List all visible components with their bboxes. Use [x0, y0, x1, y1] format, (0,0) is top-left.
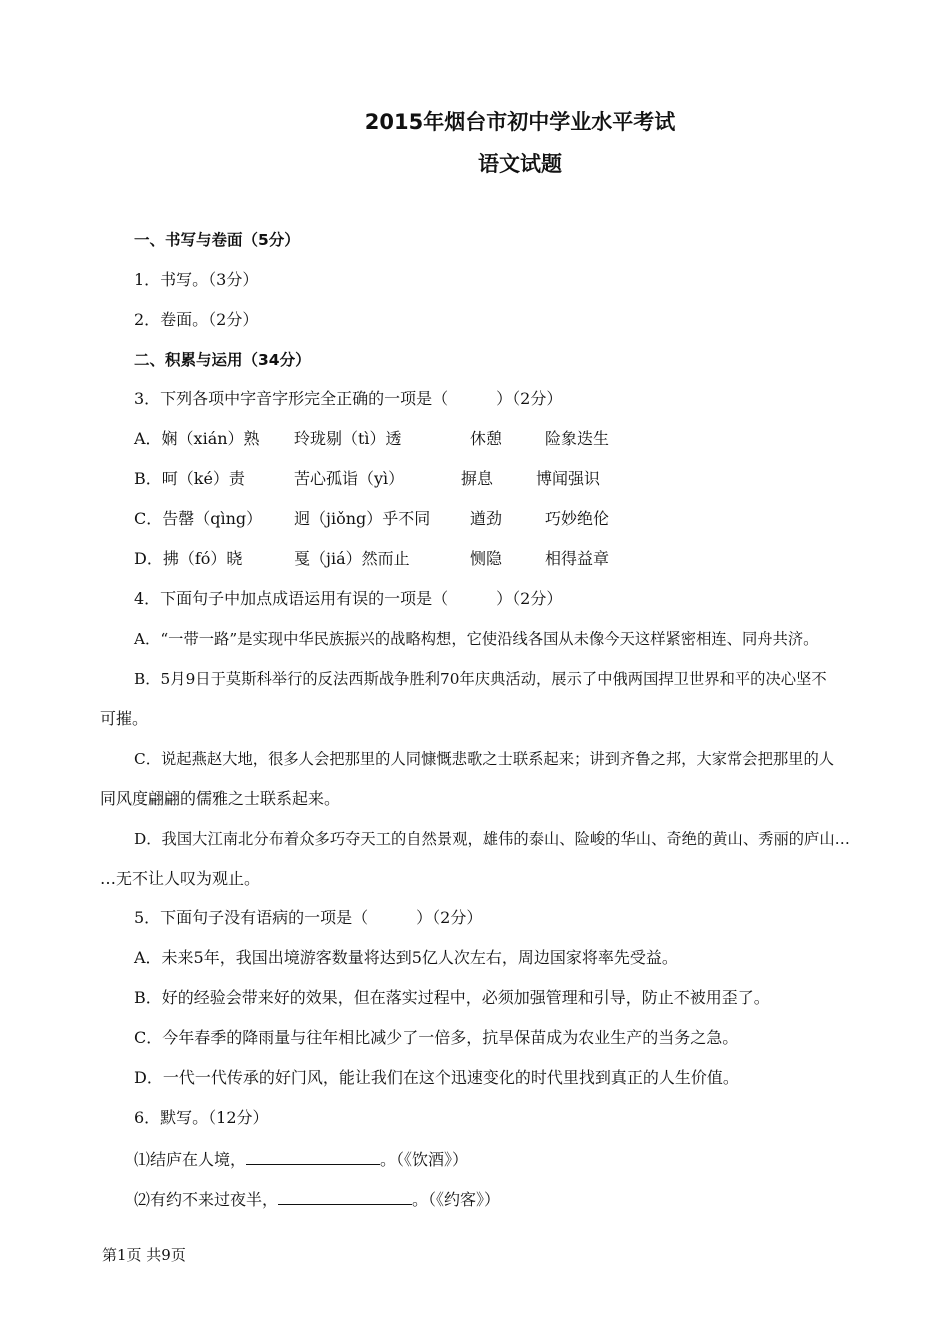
option-cell: 苦心孤诣（yì） [294, 469, 405, 488]
option-cell: 相得益章 [545, 549, 610, 568]
option-cell: 玲珑剔（tì）透 [294, 429, 402, 448]
item-text: ⑵有约不来过夜半， [134, 1190, 279, 1209]
page-number: 第1页 共9页 [102, 1246, 186, 1264]
item-text: ⑴结庐在人境， [134, 1150, 247, 1169]
option-cell: 摒息 [461, 469, 494, 488]
section-1-heading: 一、书写与卷面（5分） [134, 231, 300, 249]
option-cell: D．拂（fó）晓 [134, 549, 243, 568]
question-4-option-d: D．我国大江南北分布着众多巧夺天工的自然景观，雄伟的泰山、险峻的华山、奇绝的黄山、秀丽的庐山… [134, 830, 850, 848]
question-4-option-b: B．5月9日于莫斯科举行的反法西斯战争胜利70年庆典活动，展示了中俄两国捍卫世界和平的决心坚不 [134, 670, 827, 688]
question-6-item-1 [134, 1148, 468, 1170]
answer-blank[interactable] [278, 1188, 412, 1205]
option-cell: 险象迭生 [545, 429, 610, 448]
question-4-option-a: A．“一带一路”是实现中华民族振兴的战略构想，它使沿线各国从未像今天这样紧密相连、同舟共济。 [134, 630, 819, 648]
question-4-option-d-cont: …无不让人叹为观止。 [100, 869, 261, 888]
question-5-option-b: B．好的经验会带来好的效果，但在落实过程中，必须加强管理和引导，防止不被用歪了。 [134, 988, 770, 1007]
question-5-option-c: C．今年春季的降雨量与往年相比减少了一倍多，抗旱保苗成为农业生产的当务之急。 [134, 1028, 739, 1047]
option-cell: 迥（jiǒng）乎不同 [294, 509, 431, 528]
answer-blank[interactable] [246, 1148, 380, 1165]
question-3-stem: 3．下列各项中字音字形完全正确的一项是（ ）（2分） [134, 389, 563, 408]
question-4-stem: 4．下面句子中加点成语运用有误的一项是（ ）（2分） [134, 589, 563, 608]
item-source: 。（《约客》） [412, 1190, 501, 1209]
option-cell: 博闻强识 [536, 469, 601, 488]
option-cell: 休憩 [470, 429, 503, 448]
question-6-stem: 6．默写。（12分） [134, 1108, 269, 1127]
exam-title: 2015年烟台市初中学业水平考试 [364, 110, 676, 134]
item-source: 。（《饮酒》） [380, 1150, 469, 1169]
question-4-option-c-cont: 同风度翩翩的儒雅之士联系起来。 [100, 789, 341, 808]
option-cell: 遒劲 [470, 509, 503, 528]
option-cell: 恻隐 [470, 549, 503, 568]
question-6-item-2 [134, 1188, 500, 1210]
question-4-option-b-cont: 可摧。 [100, 709, 149, 728]
question-5-option-d: D．一代一代传承的好门风，能让我们在这个迅速变化的时代里找到真正的人生价值。 [134, 1068, 739, 1087]
question-5-option-a: A．未来5年，我国出境游客数量将达到5亿人次左右，周边国家将率先受益。 [134, 948, 678, 967]
section-2-heading: 二、积累与运用（34分） [134, 351, 311, 369]
question-5-stem: 5．下面句子没有语病的一项是（ ）（2分） [134, 908, 483, 927]
option-cell: C．告罄（qìng） [134, 509, 263, 528]
question-2: 2．卷面。（2分） [134, 310, 259, 329]
option-cell: B．呵（ké）责 [134, 469, 245, 488]
option-cell: 巧妙绝伦 [545, 509, 610, 528]
exam-subtitle: 语文试题 [478, 152, 562, 176]
question-4-option-c: C．说起燕赵大地，很多人会把那里的人同慷慨悲歌之士联系起来；讲到齐鲁之邦，大家常会把那里的人 [134, 750, 835, 768]
option-cell: 戛（jiá）然而止 [294, 549, 410, 568]
option-cell: A．娴（xián）熟 [134, 429, 260, 448]
question-1: 1．书写。（3分） [134, 270, 259, 289]
